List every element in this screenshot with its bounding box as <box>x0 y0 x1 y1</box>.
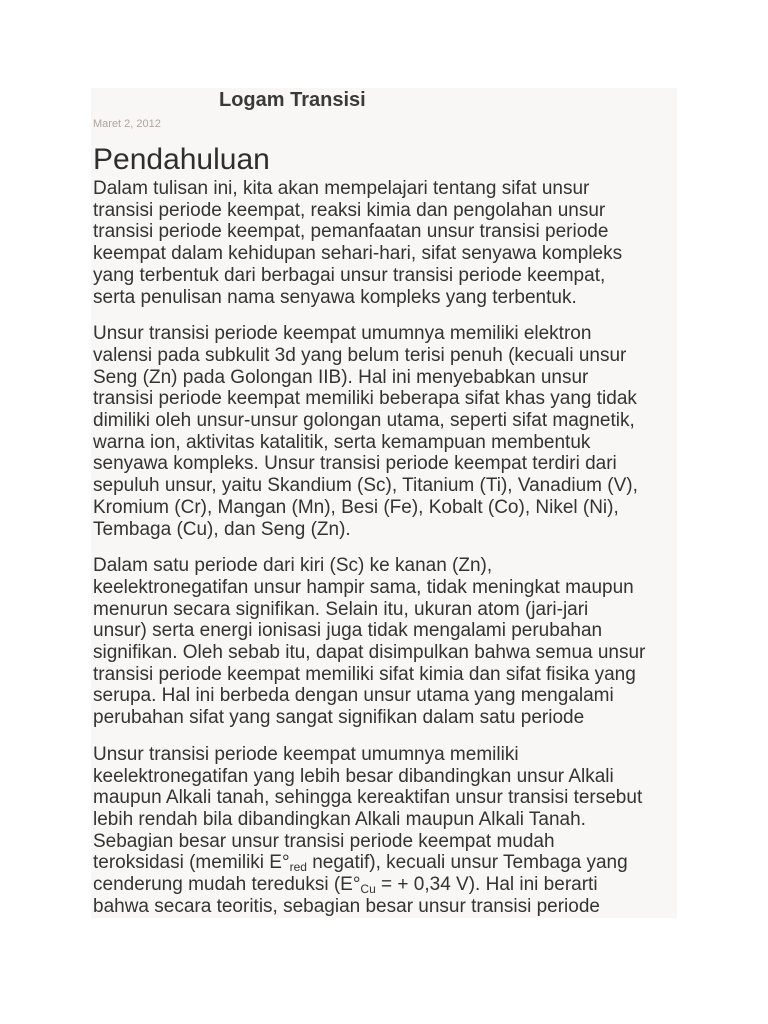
text-line: menurun secara signifikan. Selain itu, ukuran atom (jari-jari <box>93 598 589 620</box>
post-title: Logam Transisi <box>219 89 366 111</box>
subscript-cu: Cu <box>360 882 376 897</box>
text-line: serta penulisan nama senyawa kompleks yang terbentuk. <box>93 286 577 308</box>
post-date: Maret 2, 2012 <box>93 118 161 130</box>
text-line: Sebagian besar unsur transisi periode keempat mudah <box>93 830 555 852</box>
text-line: Dalam tulisan ini, kita akan mempelajari tentang sifat unsur <box>93 178 590 199</box>
text-line-with-subscript <box>93 852 677 874</box>
text-line: Seng (Zn) pada Golongan IIB). Hal ini menyebabkan unsur <box>93 366 589 388</box>
text-line: serupa. Hal ini berbeda dengan unsur utama yang mengalami <box>93 685 614 707</box>
text-line: keelektronegatifan unsur hampir sama, tidak meningkat maupun <box>93 576 634 598</box>
section-heading: Pendahuluan <box>93 143 270 176</box>
text-line: transisi periode keempat, reaksi kimia dan pengolahan unsur <box>93 199 606 221</box>
text-line: signifikan. Oleh sebab itu, dapat disimpulkan bahwa semua unsur <box>93 642 646 664</box>
text-line: yang terbentuk dari berbagai unsur transisi periode keempat, <box>93 264 606 286</box>
text-fragment: teroksidasi (memiliki E° <box>93 852 290 874</box>
paragraph-3 <box>93 555 677 729</box>
text-line: keelektronegatifan yang lebih besar dibandingkan unsur Alkali <box>93 765 614 787</box>
text-fragment: cenderung mudah tereduksi (E° <box>93 874 361 896</box>
document-page <box>91 88 677 918</box>
text-line: dimiliki oleh unsur-unsur golongan utama, seperti sifat magnetik, <box>93 410 635 432</box>
text-line: Kromium (Cr), Mangan (Mn), Besi (Fe), Kobalt (Co), Nikel (Ni), <box>93 496 619 518</box>
text-line: senyawa kompleks. Unsur transisi periode keempat terdiri dari <box>93 453 617 475</box>
text-line: lebih rendah bila dibandingkan Alkali maupun Alkali Tanah. <box>93 808 586 830</box>
paragraph-1 <box>93 178 677 308</box>
post-body <box>93 142 677 918</box>
text-line: Tembaga (Cu), dan Seng (Zn). <box>93 518 351 540</box>
text-line: bahwa secara teoritis, sebagian besar unsur transisi periode <box>93 895 600 917</box>
text-line: valensi pada subkulit 3d yang belum terisi penuh (kecuali unsur <box>93 344 627 366</box>
subscript-red: red <box>289 860 307 875</box>
text-line-with-subscript <box>93 874 677 896</box>
text-fragment: negatif), kecuali unsur Tembaga yang <box>306 852 628 874</box>
text-line: Dalam satu periode dari kiri (Sc) ke kanan (Zn), <box>93 555 493 577</box>
text-line: Unsur transisi periode keempat umumnya memiliki <box>93 743 519 765</box>
text-fragment: = + 0,34 V). Hal ini berarti <box>375 874 598 896</box>
text-line: maupun Alkali tanah, sehingga kereaktifan unsur transisi tersebut <box>93 787 643 809</box>
text-line: transisi periode keempat memiliki sifat kimia dan sifat fisika yang <box>93 663 636 685</box>
text-line: perubahan sifat yang sangat signifikan dalam satu periode <box>93 707 585 729</box>
text-line: Unsur transisi periode keempat umumnya memiliki elektron <box>93 323 592 345</box>
paragraph-2 <box>93 323 677 540</box>
text-line: transisi periode keempat, pemanfaatan unsur transisi periode <box>93 221 609 243</box>
text-line: sepuluh unsur, yaitu Skandium (Sc), Titanium (Ti), Vanadium (V), <box>93 475 638 497</box>
text-line: unsur) serta energi ionisasi juga tidak mengalami perubahan <box>93 620 603 642</box>
text-line: keempat dalam kehidupan sehari-hari, sifat senyawa kompleks <box>93 243 623 265</box>
text-line: transisi periode keempat memiliki beberapa sifat khas yang tidak <box>93 388 637 410</box>
paragraph-4 <box>93 744 677 918</box>
text-line: warna ion, aktivitas katalitik, serta kemampuan membentuk <box>93 431 591 453</box>
